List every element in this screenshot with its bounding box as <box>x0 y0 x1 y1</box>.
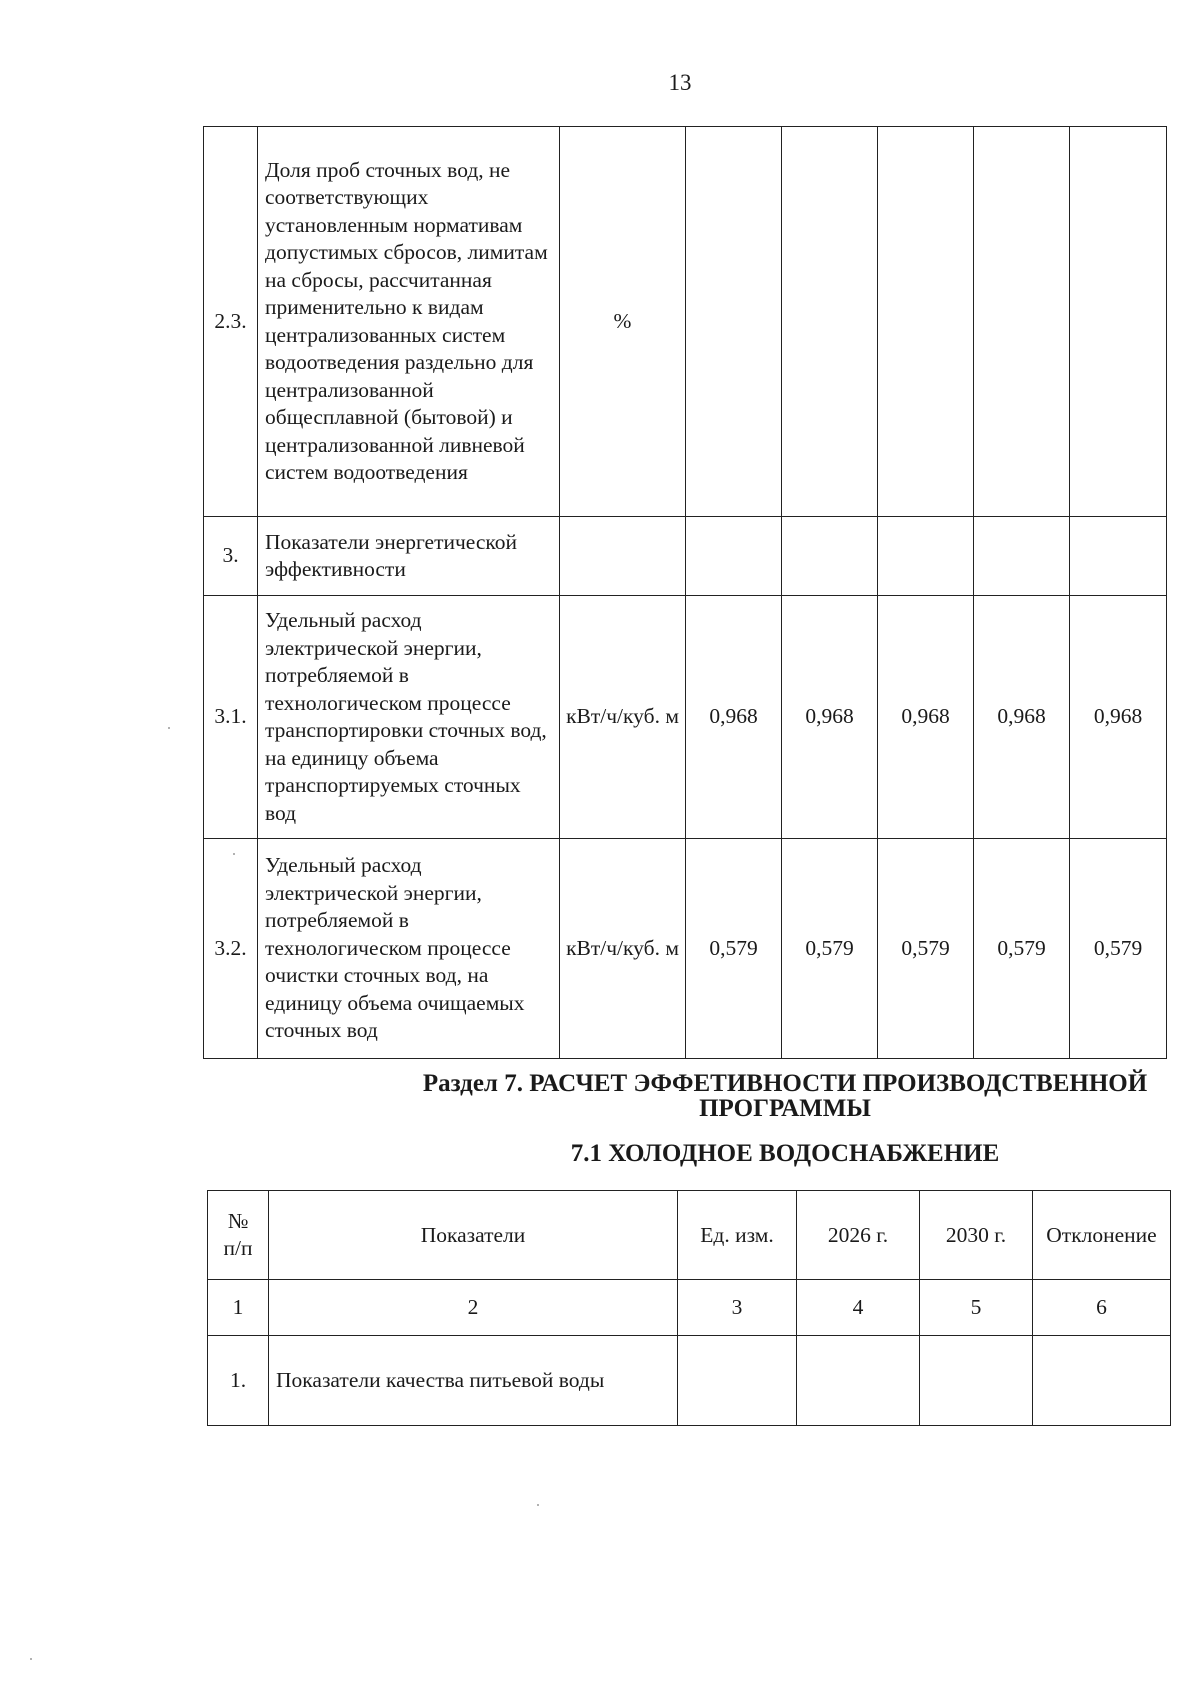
value-cell: 0,968 <box>782 596 878 839</box>
table-row <box>204 127 1167 517</box>
performance-indicators-table <box>203 126 1167 1059</box>
column-number-cell: 2 <box>269 1280 678 1336</box>
value-cell <box>782 517 878 596</box>
value-cell: 0,968 <box>878 596 974 839</box>
section-heading-line1: Раздел 7. РАСЧЕТ ЭФФЕТИВНОСТИ ПРОИЗВОДСТВЕННОЙ <box>422 1070 1148 1097</box>
indicator-name: Удельный расход электрической энергии, потребляемой в технологическом процессе очистки сточных вод, на единицу объема очищаемых сточных вод <box>258 839 560 1059</box>
value-cell: 0,968 <box>1070 596 1167 839</box>
row-number: 2.3. <box>204 127 258 517</box>
header-cell: 2030 г. <box>920 1191 1033 1280</box>
indicator-name: Удельный расход электрической энергии, потребляемой в технологическом процессе транспортировки сточных вод, на единицу объема транспортируемых сточных вод <box>258 596 560 839</box>
value-cell: 0,579 <box>974 839 1070 1059</box>
table-row <box>208 1336 1171 1426</box>
unit-cell: % <box>560 127 686 517</box>
value-2030-cell <box>920 1336 1033 1426</box>
column-number-cell: 5 <box>920 1280 1033 1336</box>
header-cell: № п/п <box>208 1191 269 1280</box>
column-number-cell: 1 <box>208 1280 269 1336</box>
value-cell <box>782 127 878 517</box>
scan-speck <box>168 727 170 729</box>
value-cell: 0,579 <box>686 839 782 1059</box>
value-2026-cell <box>797 1336 920 1426</box>
value-cell <box>686 127 782 517</box>
indicator-name: Показатели энергетической эффективности <box>258 517 560 596</box>
section-heading <box>200 1071 1200 1121</box>
unit-cell <box>678 1336 797 1426</box>
value-cell <box>1070 127 1167 517</box>
table-row <box>204 517 1167 596</box>
row-number: 3. <box>204 517 258 596</box>
value-cell <box>878 127 974 517</box>
column-number-cell: 4 <box>797 1280 920 1336</box>
column-number-cell: 3 <box>678 1280 797 1336</box>
subsection-heading: 7.1 ХОЛОДНОЕ ВОДОСНАБЖЕНИЕ <box>570 1140 1000 1167</box>
value-cell <box>878 517 974 596</box>
header-cell: Отклонение <box>1033 1191 1171 1280</box>
scan-speck <box>537 1504 539 1506</box>
table-row <box>204 596 1167 839</box>
column-number-cell: 6 <box>1033 1280 1171 1336</box>
header-cell: Показатели <box>269 1191 678 1280</box>
table-row <box>204 839 1167 1059</box>
unit-cell <box>560 517 686 596</box>
value-cell: 0,579 <box>1070 839 1167 1059</box>
value-cell: 0,968 <box>974 596 1070 839</box>
deviation-cell <box>1033 1336 1171 1426</box>
unit-cell: кВт/ч/куб. м <box>560 839 686 1059</box>
value-cell <box>686 517 782 596</box>
unit-cell: кВт/ч/куб. м <box>560 596 686 839</box>
value-cell <box>1070 517 1167 596</box>
page-number: 13 <box>668 70 692 95</box>
value-cell <box>974 127 1070 517</box>
row-number: 3.2. <box>204 839 258 1059</box>
header-cell: Ед. изм. <box>678 1191 797 1280</box>
cold-water-supply-table <box>207 1190 1171 1426</box>
indicator-name: Доля проб сточных вод, не соответствующих установленным нормативам допустимых сбросов, лимитам на сбросы, рассчитанная применительно к видам централизованных систем водоотведения раздельно для централизованной общесплавной (бытовой) и централизованной ливневой систем водоотведения <box>258 127 560 517</box>
value-cell: 0,579 <box>782 839 878 1059</box>
scan-speck <box>233 853 235 855</box>
section-heading-line2: ПРОГРАММЫ <box>699 1095 871 1122</box>
value-cell: 0,579 <box>878 839 974 1059</box>
row-number: 1. <box>208 1336 269 1426</box>
indicator-name: Показатели качества питьевой воды <box>269 1336 678 1426</box>
column-number-row <box>208 1280 1171 1336</box>
value-cell: 0,968 <box>686 596 782 839</box>
value-cell <box>974 517 1070 596</box>
scan-speck <box>30 1658 32 1660</box>
row-number: 3.1. <box>204 596 258 839</box>
header-cell: 2026 г. <box>797 1191 920 1280</box>
header-row <box>208 1191 1171 1280</box>
